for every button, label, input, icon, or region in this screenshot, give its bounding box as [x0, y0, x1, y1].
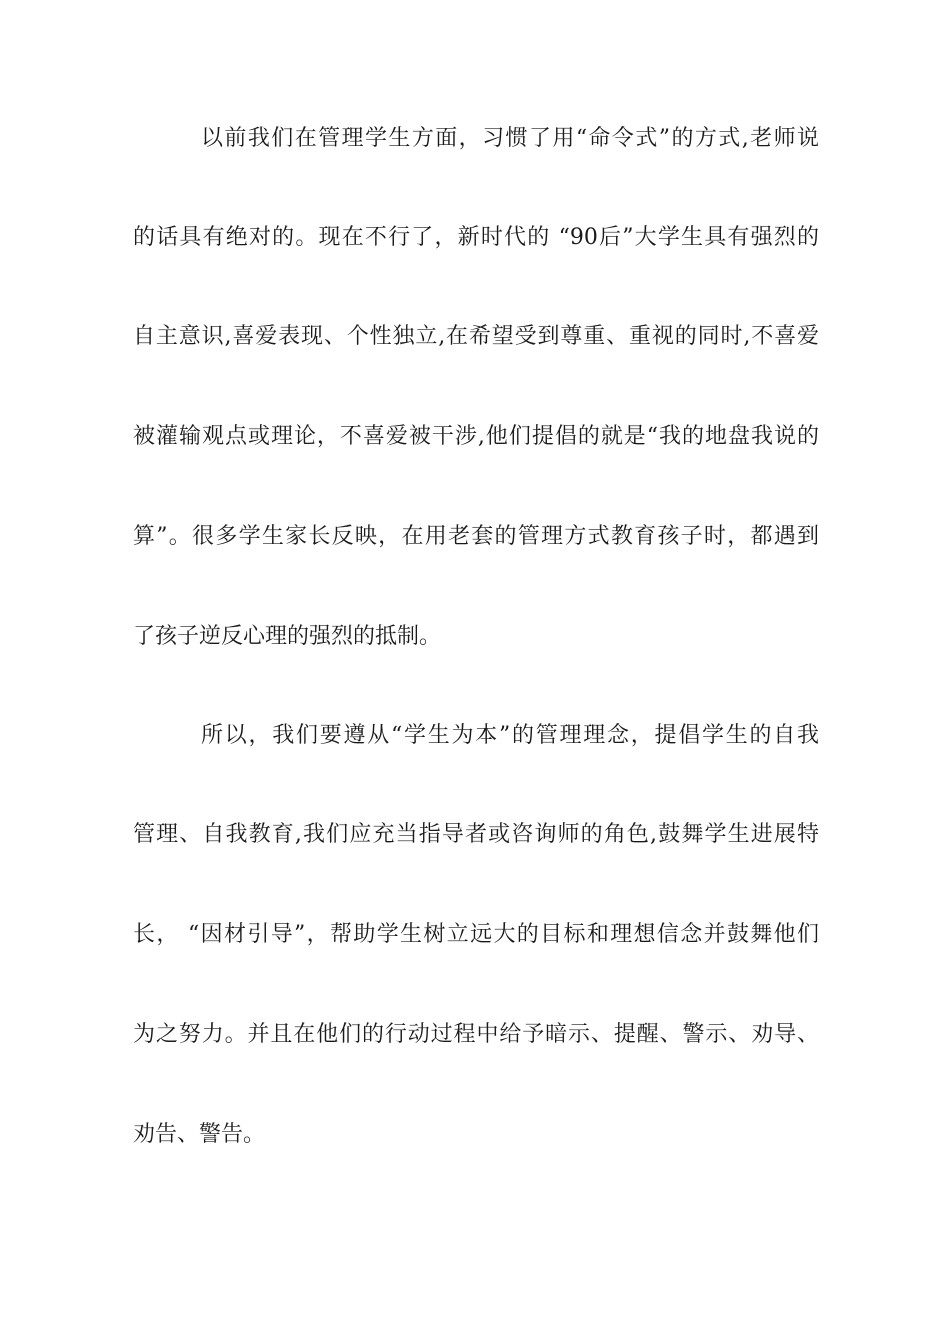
paragraph-1-line-4: 被灌输观点或理论，不喜爱被干涉,他们提倡的就是“我的地盘我说的: [133, 424, 819, 449]
paragraph-2-line-1: 所以，我们要遵从“学生为本”的管理理念，提倡学生的自我: [201, 723, 819, 748]
paragraph-1-line-3: 自主意识,喜爱表现、个性独立,在希望受到尊重、重视的同时,不喜爱: [133, 324, 819, 349]
paragraph-1-line-1: 以前我们在管理学生方面，习惯了用“命令式”的方式,老师说: [201, 126, 819, 151]
paragraph-2-line-4: 为之努力。并且在他们的行动过程中给予暗示、提醒、警示、劝导、: [133, 1022, 819, 1047]
paragraph-2-line-2: 管理、自我教育,我们应充当指导者或咨询师的角色,鼓舞学生进展特: [133, 822, 819, 847]
paragraph-1-line-5: 算”。很多学生家长反映，在用老套的管理方式教育孩子时，都遇到: [133, 524, 819, 549]
paragraph-2-line-5: 劝告、警告。: [133, 1122, 266, 1147]
paragraph-1-line-2: 的话具有绝对的。现在不行了，新时代的 “90后”大学生具有强烈的: [133, 225, 819, 250]
paragraph-1-line-6: 了孩子逆反心理的强烈的抵制。: [133, 624, 442, 649]
paragraph-2-line-3: 长， “因材引导”，帮助学生树立远大的目标和理想信念并鼓舞他们: [133, 922, 819, 947]
